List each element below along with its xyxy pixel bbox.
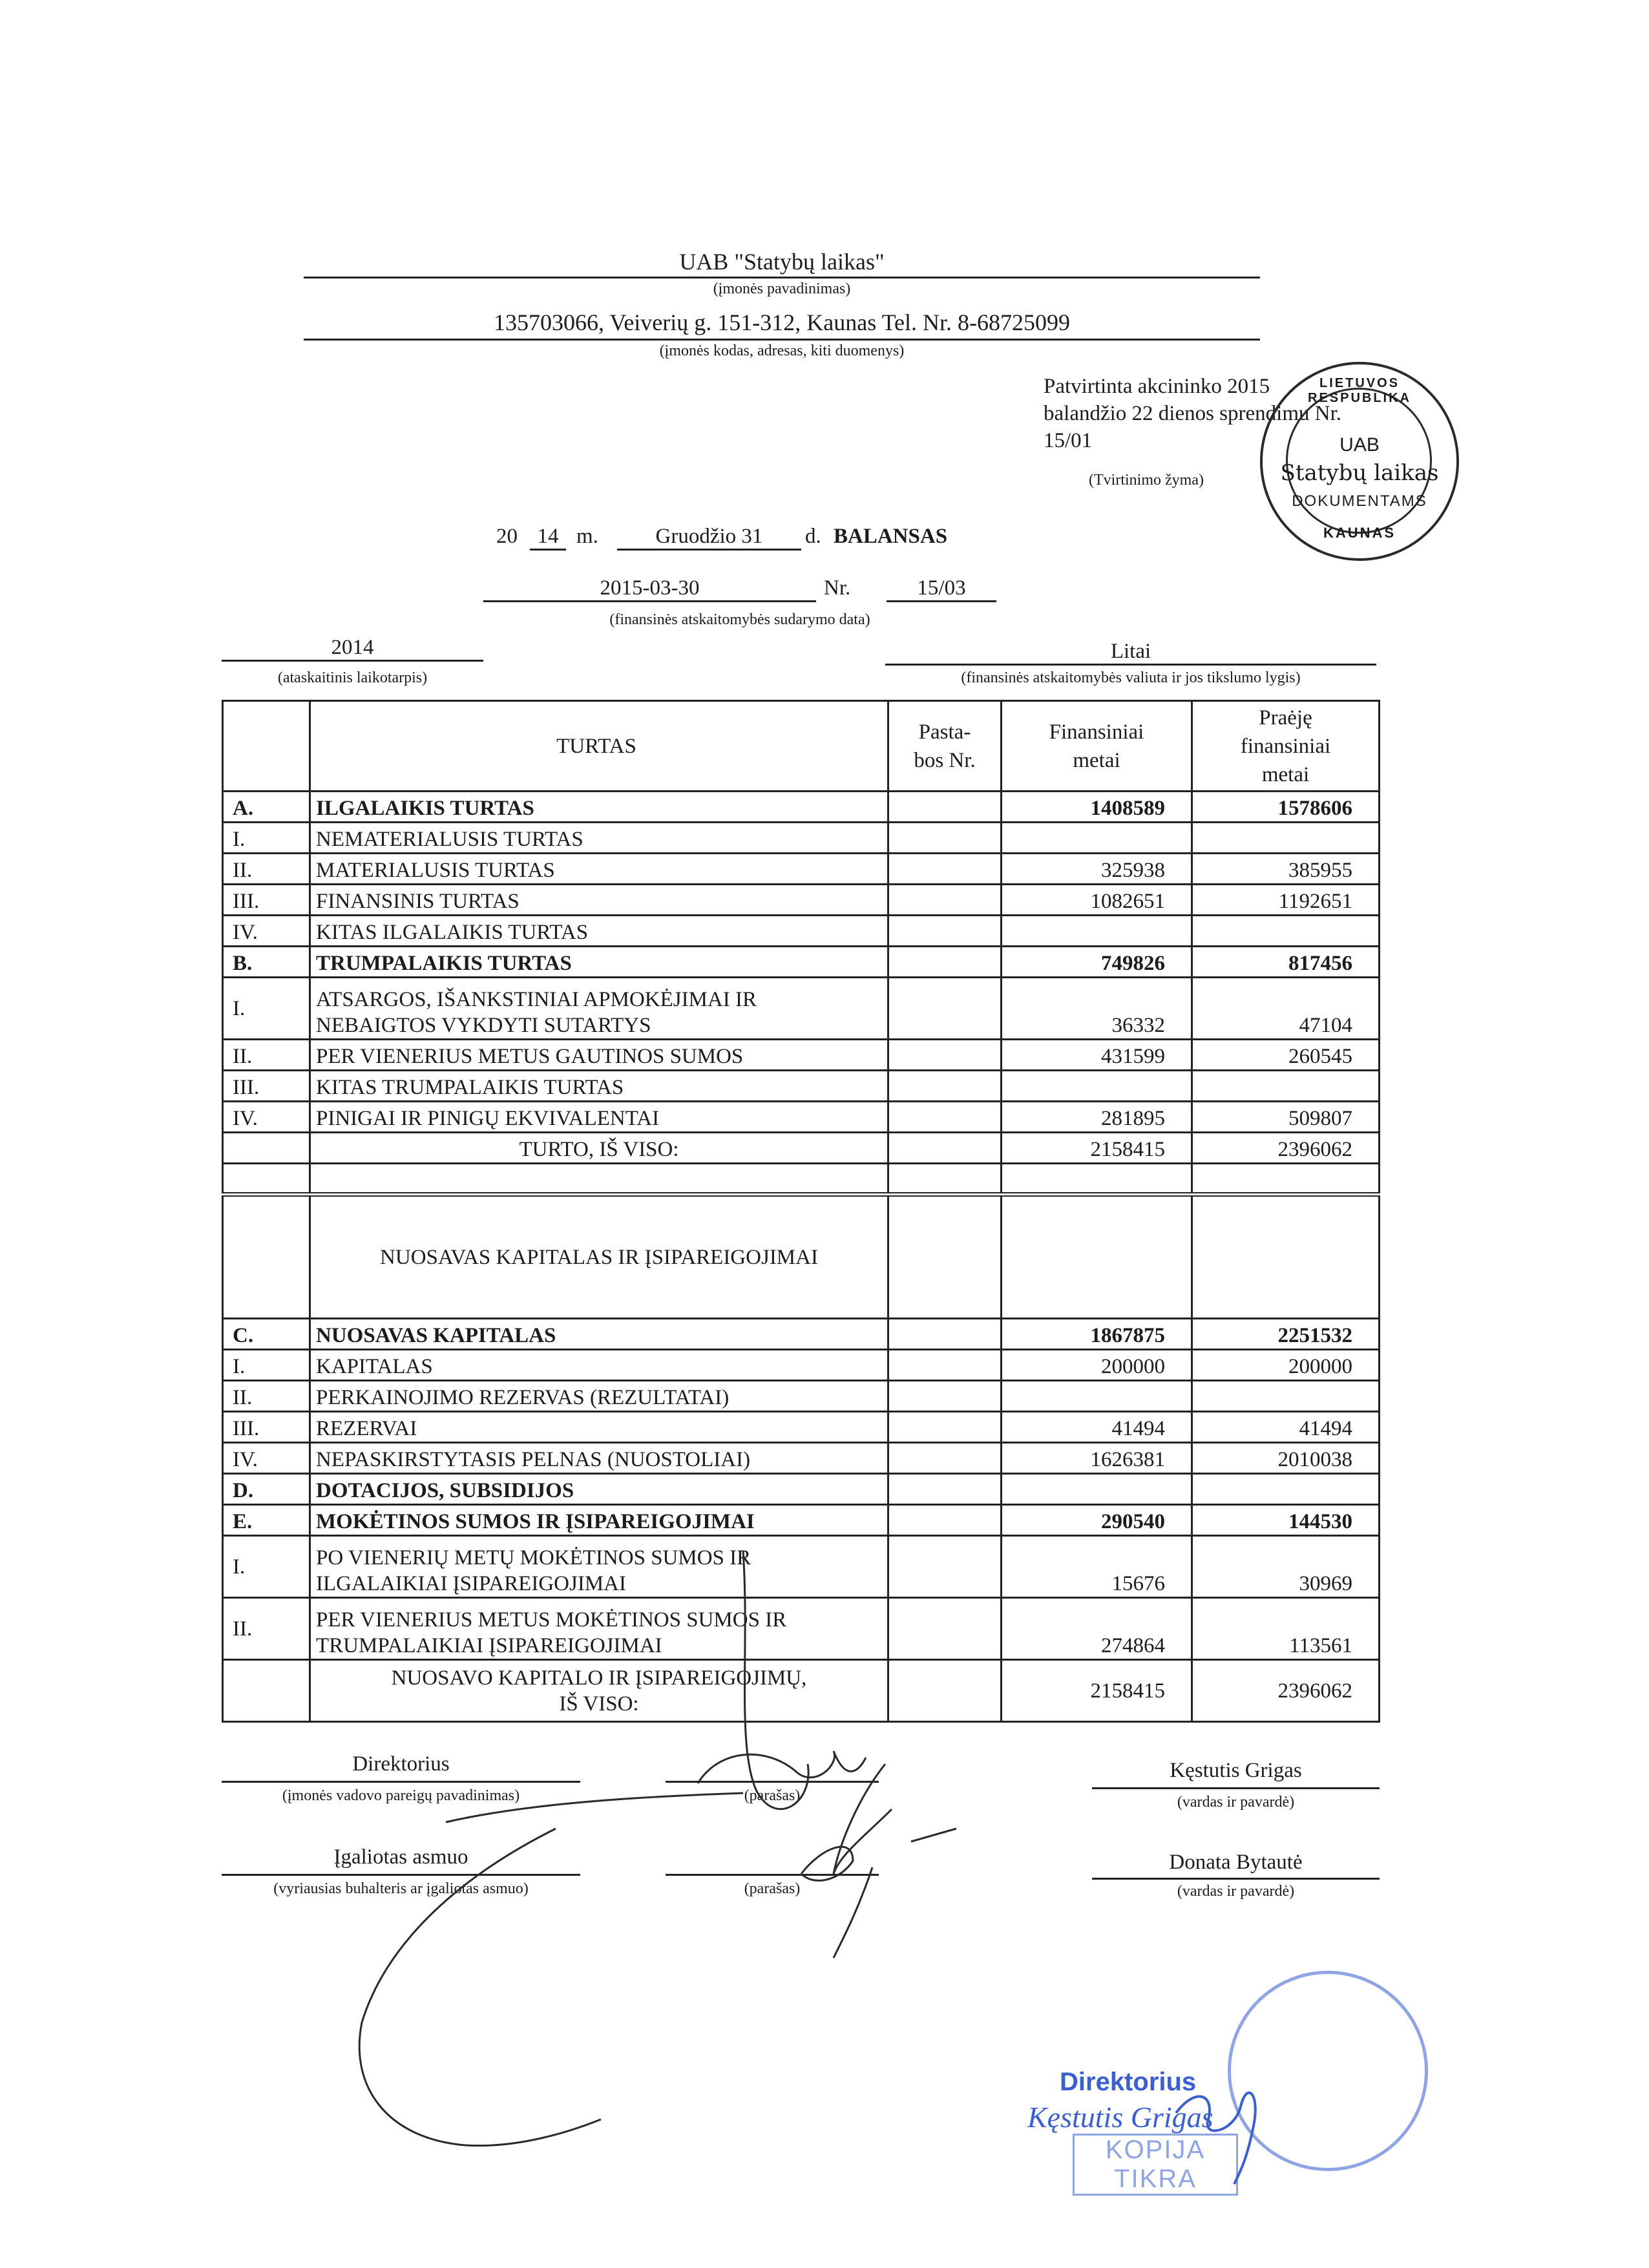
company-name: UAB "Statybų laikas": [679, 249, 885, 275]
header-turtas: TURTAS: [310, 701, 888, 792]
row-label: REZERVAI: [310, 1412, 888, 1443]
title-d-label: d.: [805, 525, 821, 548]
row-current: 290540: [1002, 1505, 1192, 1536]
row-previous: 509807: [1192, 1102, 1380, 1133]
stamp-copy-mark: KOPIJA TIKRA: [1073, 2134, 1238, 2196]
signature-stroke-1: [743, 1551, 808, 1809]
row-previous: 1192651: [1192, 885, 1380, 916]
row-current: 41494: [1002, 1412, 1192, 1443]
title-day: Gruodžio 31: [617, 525, 801, 551]
row-code: IV.: [223, 1102, 310, 1133]
row-label: NEMATERIALUSIS TURTAS: [310, 823, 888, 854]
equity-heading: NUOSAVAS KAPITALAS IR ĮSIPAREIGOJIMAI: [310, 1195, 888, 1319]
row-code: I.: [223, 1350, 310, 1381]
title-year-suffix: 14: [530, 525, 566, 551]
company-name-caption: (įmonės pavadinimas): [713, 280, 851, 297]
signature-stroke-5: [801, 1847, 853, 1880]
accountant-position: Įgaliotas asmuo: [333, 1845, 468, 1869]
row-code: II.: [223, 1598, 310, 1660]
signature-stroke-3: [834, 1764, 892, 1874]
row-label: KAPITALAS: [310, 1350, 888, 1381]
row-previous: 144530: [1192, 1505, 1380, 1536]
row-code: II.: [223, 1040, 310, 1071]
reporting-period: 2014: [222, 636, 483, 662]
equity-total-label-line1: NUOSAVO KAPITALO IR ĮSIPAREIGOJIMŲ,: [391, 1666, 807, 1690]
row-code: III.: [223, 885, 310, 916]
row-label-line2: TRUMPALAIKIAI ĮSIPAREIGOJIMAI: [316, 1634, 662, 1657]
header-current-line1: Finansiniai: [1049, 720, 1144, 744]
row-label: PERKAINOJIMO REZERVAS (REZULTATAI): [310, 1381, 888, 1412]
accountant-name-caption: (vardas ir pavardė): [1177, 1883, 1295, 1900]
accountant-name: Donata Bytautė: [1169, 1851, 1303, 1874]
approval-line-3: 15/01: [1044, 429, 1093, 452]
row-code: C.: [223, 1319, 310, 1350]
row-label-line1: ATSARGOS, IŠANKSTINIAI APMOKĖJIMAI IR: [316, 988, 757, 1011]
title-year-prefix: 20: [496, 525, 518, 548]
row-code: II.: [223, 854, 310, 885]
certified-copy-stamp: [1027, 1964, 1409, 2223]
row-label: KITAS TRUMPALAIKIS TURTAS: [310, 1071, 888, 1102]
row-current: 325938: [1002, 854, 1192, 885]
row-label: TRUMPALAIKIS TURTAS: [310, 947, 888, 978]
stamp-position: Direktorius: [1060, 2068, 1197, 2096]
row-current: 36332: [1002, 978, 1192, 1040]
asset-total-previous: 2396062: [1192, 1133, 1380, 1164]
company-details-caption: (įmonės kodas, adresas, kiti duomenys): [659, 342, 905, 359]
director-sign-caption: (parašas): [744, 1787, 801, 1804]
director-name-caption: (vardas ir pavardė): [1177, 1794, 1295, 1811]
row-current: 281895: [1002, 1102, 1192, 1133]
row-code: II.: [223, 1381, 310, 1412]
row-current: 431599: [1002, 1040, 1192, 1071]
row-code: IV.: [223, 916, 310, 947]
row-previous: 200000: [1192, 1350, 1380, 1381]
row-current: 200000: [1002, 1350, 1192, 1381]
stamp-name: Statybų laikas: [1280, 460, 1439, 486]
row-label-line1: PER VIENERIUS METUS MOKĖTINOS SUMOS IR: [316, 1608, 787, 1632]
row-current: 1082651: [1002, 885, 1192, 916]
row-label-line1: PO VIENERIŲ METŲ MOKĖTINOS SUMOS IR: [316, 1546, 751, 1570]
equity-total-current: 2158415: [1002, 1660, 1192, 1722]
asset-total-label: TURTO, IŠ VISO:: [310, 1133, 888, 1164]
reporting-period-caption: (ataskaitinis laikotarpis): [277, 669, 428, 686]
row-code: A.: [223, 792, 310, 823]
row-current: 1867875: [1002, 1319, 1192, 1350]
stamp-signature: [1047, 1964, 1409, 2223]
row-code: IV.: [223, 1443, 310, 1474]
asset-total-current: 2158415: [1002, 1133, 1192, 1164]
row-previous: 41494: [1192, 1412, 1380, 1443]
accountant-position-caption: (vyriausias buhalteris ar įgaliotas asmuo): [273, 1880, 529, 1897]
row-label: NUOSAVAS KAPITALAS: [310, 1319, 888, 1350]
currency-caption: (finansinės atskaitomybės valiuta ir jos tikslumo lygis): [961, 669, 1301, 686]
header-prev-line3: metai: [1261, 762, 1310, 786]
approval-line-1: Patvirtinta akcininko 2015: [1044, 375, 1270, 398]
document-nr-label: Nr.: [824, 576, 851, 600]
row-code: D.: [223, 1474, 310, 1505]
signature-stroke-4: [911, 1829, 956, 1842]
accountant-sign-caption: (parašas): [744, 1880, 801, 1897]
row-previous: 113561: [1192, 1598, 1380, 1660]
stamp-ring-text: LIETUVOS RESPUBLIKA: [1307, 376, 1411, 405]
row-code: III.: [223, 1071, 310, 1102]
equity-total-label-line2: IŠ VISO:: [559, 1692, 639, 1716]
document-title: BALANSAS: [834, 525, 948, 548]
row-current: 1626381: [1002, 1443, 1192, 1474]
signature-stroke-8: [446, 1793, 743, 1822]
stamp-uab: UAB: [1339, 434, 1380, 456]
equity-total-previous: 2396062: [1192, 1660, 1380, 1722]
row-label: KITAS ILGALAIKIS TURTAS: [310, 916, 888, 947]
row-previous: 817456: [1192, 947, 1380, 978]
row-current: 749826: [1002, 947, 1192, 978]
row-label-line2: NEBAIGTOS VYKDYTI SUTARTYS: [316, 1014, 651, 1037]
signature-stroke-6: [834, 1867, 872, 1958]
row-previous: 2251532: [1192, 1319, 1380, 1350]
compile-date: 2015-03-30: [483, 576, 816, 602]
document-nr-value: 15/03: [887, 576, 996, 602]
director-name: Kęstutis Grigas: [1170, 1759, 1302, 1782]
row-current: 15676: [1002, 1536, 1192, 1598]
row-code: E.: [223, 1505, 310, 1536]
row-code: I.: [223, 978, 310, 1040]
row-label: PER VIENERIUS METUS GAUTINOS SUMOS: [310, 1040, 888, 1071]
compile-date-caption: (finansinės atskaitomybės sudarymo data): [609, 611, 870, 628]
row-previous: 2010038: [1192, 1443, 1380, 1474]
row-code: III.: [223, 1412, 310, 1443]
header-prev-line1: Praėję: [1259, 706, 1312, 730]
row-label: ILGALAIKIS TURTAS: [310, 792, 888, 823]
row-code: I.: [223, 823, 310, 854]
row-previous: 385955: [1192, 854, 1380, 885]
row-current: 1408589: [1002, 792, 1192, 823]
currency: Litai: [885, 640, 1376, 666]
approval-caption: (Tvirtinimo žyma): [1089, 472, 1204, 488]
row-previous: 260545: [1192, 1040, 1380, 1071]
stamp-person-name: Kęstutis Grigas: [1027, 2101, 1213, 2134]
row-previous: 47104: [1192, 978, 1380, 1040]
approval-line-2: balandžio 22 dienos sprendimu Nr.: [1044, 402, 1342, 425]
header-current-line2: metai: [1073, 748, 1120, 772]
row-previous: 30969: [1192, 1536, 1380, 1598]
director-position: Direktorius: [352, 1752, 450, 1776]
signature-stroke-2: [698, 1751, 866, 1783]
row-code: B.: [223, 947, 310, 978]
header-pastabos-line1: Pasta-: [918, 720, 971, 744]
row-code: I.: [223, 1536, 310, 1598]
header-prev-line2: finansiniai: [1240, 734, 1331, 758]
row-previous: 1578606: [1192, 792, 1380, 823]
title-m-label: m.: [576, 525, 598, 548]
header-pastabos-line2: bos Nr.: [914, 748, 976, 772]
row-label: DOTACIJOS, SUBSIDIJOS: [310, 1474, 888, 1505]
signature-stroke-7: [359, 1829, 601, 2146]
row-label: MOKĖTINOS SUMOS IR ĮSIPAREIGOJIMAI: [310, 1505, 888, 1536]
row-label: NEPASKIRSTYTASIS PELNAS (NUOSTOLIAI): [310, 1443, 888, 1474]
stamp-dokumentams: DOKUMENTAMS: [1292, 492, 1427, 510]
row-label: PINIGAI IR PINIGŲ EKVIVALENTAI: [310, 1102, 888, 1133]
company-details: 135703066, Veiverių g. 151-312, Kaunas Tel. Nr. 8-68725099: [493, 310, 1071, 335]
row-current: 274864: [1002, 1598, 1192, 1660]
row-label: MATERIALUSIS TURTAS: [310, 854, 888, 885]
row-label: FINANSINIS TURTAS: [310, 885, 888, 916]
row-label-line2: ILGALAIKIAI ĮSIPAREIGOJIMAI: [316, 1572, 626, 1595]
director-position-caption: (įmonės vadovo pareigų pavadinimas): [282, 1787, 520, 1804]
stamp-city: KAUNAS: [1323, 525, 1396, 541]
